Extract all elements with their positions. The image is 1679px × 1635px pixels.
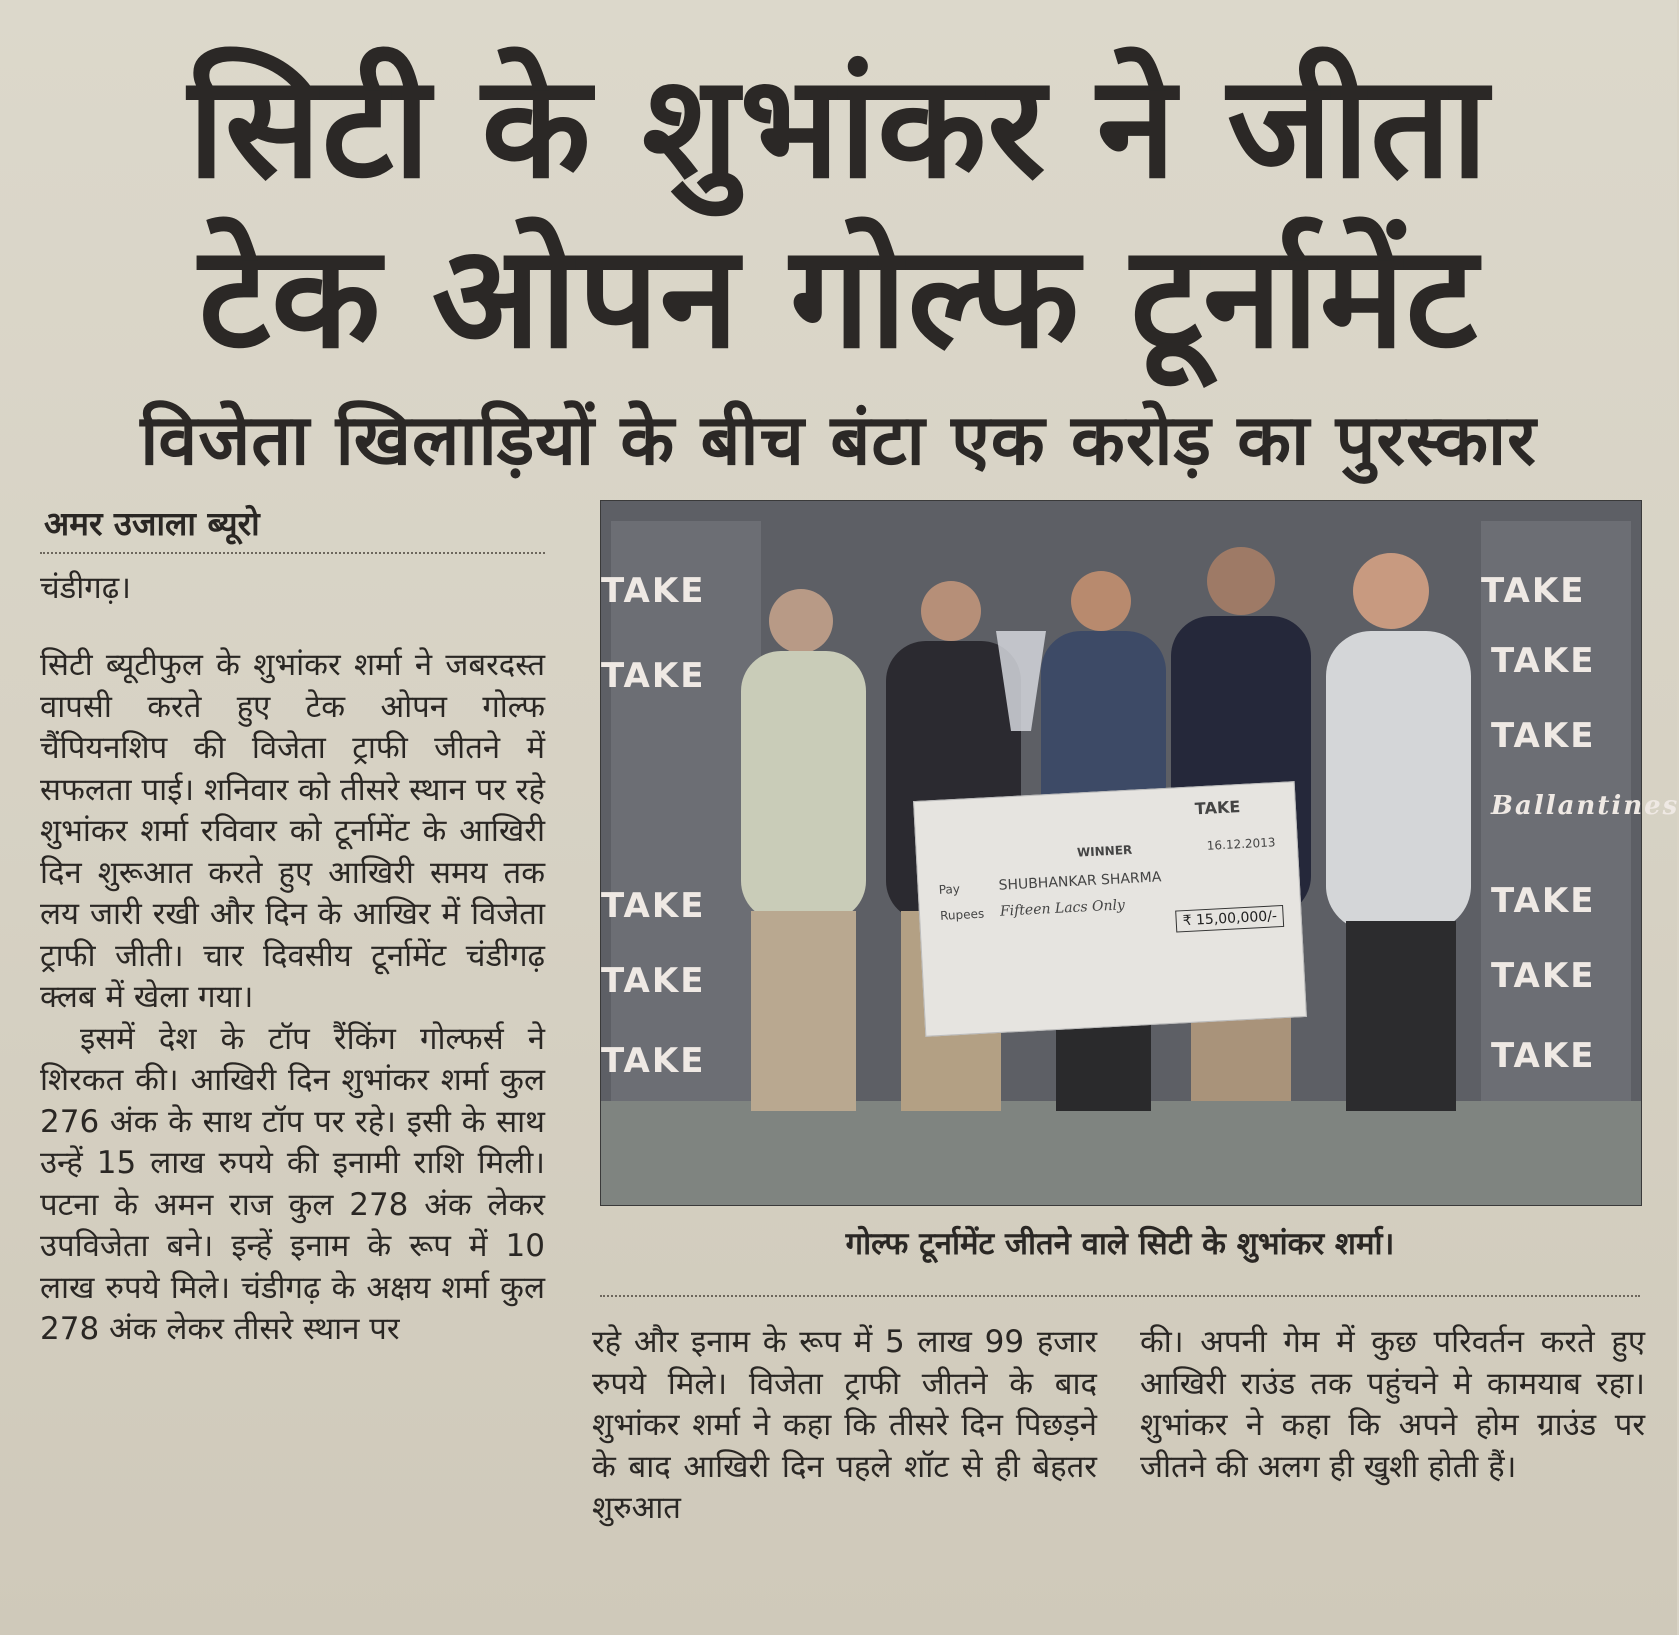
backdrop-logo: TAKE — [601, 961, 706, 1001]
caption-divider — [600, 1295, 1640, 1297]
backdrop-logo: TAKE — [601, 571, 706, 611]
prize-cheque — [913, 781, 1307, 1037]
article-column-1 — [40, 645, 545, 1351]
backdrop-logo: TAKE — [1491, 716, 1596, 756]
headline-line-1: सिटी के शुभांकर ने जीता — [188, 45, 1489, 210]
cheque-amount: ₹ 15,00,000/- — [1175, 905, 1284, 933]
article-paragraph-2: इसमें देश के टॉप रैंकिंग गोल्फर्स ने शिरकत की। आखिरी दिन शुभांकर शर्मा कुल 276 अंक के साथ टॉप पर रहे। इसी के साथ उन्हें 15 लाख रुपये की इनामी राशि मिली। पटना के अमन राज कुल 278 अंक लेकर उपविजेता बने। इन्हें इनाम के रूप में 10 लाख रुपये मिले। चंडीगढ़ के अक्षय शर्मा कुल 278 अंक लेकर तीसरे स्थान पर — [40, 1020, 545, 1347]
backdrop-logo: TAKE — [1491, 956, 1596, 996]
subheadline: विजेता खिलाड़ियों के बीच बंटा एक करोड़ का पुरस्कार — [140, 399, 1537, 481]
cheque-label: WINNER — [1076, 842, 1133, 860]
backdrop-logo: TAKE — [1481, 571, 1586, 611]
sponsor-logo: Ballantines — [1491, 791, 1679, 821]
backdrop-logo: TAKE — [601, 1041, 706, 1081]
cheque-brand: TAKE — [1194, 797, 1241, 819]
byline: अमर उजाला ब्यूरो — [44, 504, 260, 543]
dateline: चंडीगढ़। — [40, 570, 131, 606]
cheque-payee: SHUBHANKAR SHARMA — [998, 869, 1162, 894]
article-paragraph-1: सिटी ब्यूटीफुल के शुभांकर शर्मा ने जबरदस्त वापसी करते हुए टेक ओपन गोल्फ चैंपियनशिप की विजेता ट्राफी जीतने में सफलता पाई। शनिवार को तीसरे स्थान पर रहे शुभांकर शर्मा रविवार को टूर्नामेंट के आखिरी दिन शुरूआत करते हुए आखिरी समय तक लय जारी रखी और दिन के आखिर में विजेता ट्राफी जीती। चार दिवसीय टूर्नामेंट चंडीगढ़ क्लब में खेला गया। — [40, 647, 545, 1015]
backdrop-logo: TAKE — [1491, 881, 1596, 921]
photo-caption: गोल्फ टूर्नामेंट जीतने वाले सिटी के शुभांकर शर्मा। — [845, 1226, 1395, 1262]
article-column-3: की। अपनी गेम में कुछ परिवर्तन करते हुए आखिरी राउंड तक पहुंचने मे कामयाब रहा। शुभांकर ने कहा कि अपने होम ग्राउंड पर जीतने की अलग ही खुशी होती हैं। — [1140, 1324, 1645, 1485]
cheque-amount-words: Fifteen Lacs Only — [999, 897, 1126, 920]
headline-line-2: टेक ओपन गोल्फ टूर्नामेंट — [198, 215, 1479, 380]
backdrop-logo: TAKE — [601, 886, 706, 926]
cheque-date: 16.12.2013 — [1206, 835, 1276, 853]
byline-divider — [40, 552, 545, 554]
cheque-pay-label: Pay — [938, 881, 961, 897]
backdrop-logo: TAKE — [1491, 1036, 1596, 1076]
news-photo — [600, 500, 1679, 1206]
article-column-2: रहे और इनाम के रूप में 5 लाख 99 हजार रुपये मिले। विजेता ट्राफी जीतने के बाद शुभांकर शर्मा ने कहा कि तीसरे दिन पिछड़ने के बाद आखिरी दिन पहले शॉट से ही बेहतर शुरुआत — [592, 1324, 1097, 1526]
backdrop-logo: TAKE — [1491, 641, 1596, 681]
cheque-rupees-label: Rupees — [939, 906, 985, 923]
backdrop-logo: TAKE — [601, 656, 706, 696]
